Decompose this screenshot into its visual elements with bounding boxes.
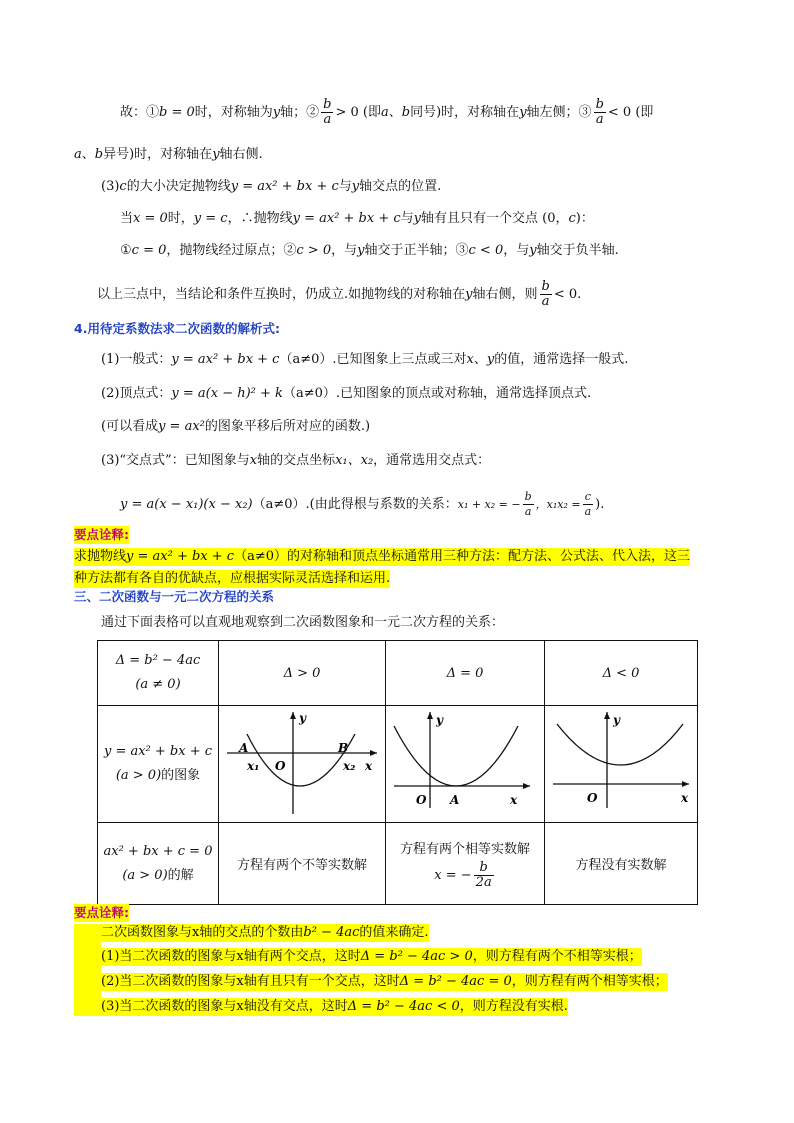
text: 同号)时，对称轴在 <box>410 105 520 120</box>
c-part-line-1: (3)c的大小决定抛物线y = ax² + bx + c与y轴交点的位置. <box>101 179 442 194</box>
svg-text:x: x <box>510 793 518 807</box>
svg-text:y: y <box>613 713 620 727</box>
section4-p3: (可以看成y = ax²的图象平移后所对应的函数.) <box>101 419 371 434</box>
c-part-line-2: 当x = 0时，y = c，∴抛物线y = ax² + bx + c与y轴有且只有一个交点 (0，c)： <box>120 211 594 226</box>
solution-two-distinct: 方程有两个不等实数解 <box>219 823 386 905</box>
section4-p1: (1)一般式：y = ax² + bx + c（a≠0）.已知图象上三点或三对x、y的值，通常选择一般式. <box>101 352 629 367</box>
conclusion-line-2: a、b异号)时，对称轴在y轴右侧. <box>74 147 263 162</box>
note2-head: 要点诠释: <box>74 905 129 920</box>
header-discriminant: Δ = b² − 4ac (a ≠ 0) <box>98 641 219 706</box>
conclusion-line-1: 故：①b = 0时，对称轴为y轴；② $\frac{b}{a}$ > 0 (即a、b同号)时，对称轴在y轴左侧；③ $\frac{b}{a}$ < 0 (即 <box>120 97 654 127</box>
text: > 0 (即 <box>335 105 381 120</box>
svg-text:x₁: x₁ <box>247 759 260 773</box>
note2-line-3: (3)当二次函数的图象与x轴没有交点，这时Δ = b² − 4ac < 0，则方程没有实根. <box>101 999 568 1014</box>
svg-text:y: y <box>436 713 443 727</box>
svg-text:O: O <box>275 759 286 773</box>
section4-title: 4.用待定系数法求二次函数的解析式: <box>74 321 280 336</box>
note2-line-1: (1)当二次函数的图象与x轴有两个交点，这时Δ = b² − 4ac > 0，则方程有两个不相等实根； <box>101 949 642 964</box>
header-delta-zero: Δ = 0 <box>386 641 545 706</box>
text: 轴左侧；③ <box>526 105 592 120</box>
text: 时，对称轴为 <box>194 105 273 120</box>
math: y <box>272 105 281 120</box>
svg-text:x: x <box>681 791 689 805</box>
row-equation-label: ax² + bx + c = 0 (a > 0)的解 <box>98 823 219 905</box>
relation-table <box>97 640 698 905</box>
note2-highlight-band <box>74 924 101 1016</box>
section4-p2: (2)顶点式：y = a(x − h)² + k（a≠0）.已知图象的顶点或对称轴，通常选择顶点式. <box>101 386 592 401</box>
c-part-line-3: ①c = 0，抛物线经过原点；②c > 0，与y轴交于正半轴；③c < 0，与y轴交于负半轴. <box>120 243 619 258</box>
row-graph-label: y = ax² + bx + c (a > 0)的图象 <box>98 706 219 823</box>
header-delta-positive: Δ > 0 <box>219 641 386 706</box>
note2-line-2: (2)当二次函数的图象与x轴有且只有一个交点，这时Δ = b² − 4ac = 0，则方程有两个相等实根； <box>101 974 668 989</box>
header-delta-negative: Δ < 0 <box>545 641 698 706</box>
graph-no-root <box>545 706 698 823</box>
fraction-b-over-a: $\frac{b}{a}$ <box>323 97 332 127</box>
svg-text:O: O <box>587 791 598 805</box>
note2-line-0: 二次函数图象与x轴的交点的个数由b² − 4ac的值来确定. <box>101 925 429 940</box>
fraction-b-over-a: $\frac{b}{a}$ <box>595 97 604 127</box>
note1-line-1: 求抛物线y = ax² + bx + c（a≠0）的对称轴和顶点坐标通常用三种方法：配方法、公式法、代入法，这三 <box>74 549 690 564</box>
text: 故：① <box>120 105 160 120</box>
svg-text:y: y <box>299 711 306 725</box>
svg-text:A: A <box>239 741 249 755</box>
svg-text:A: A <box>450 793 460 807</box>
note1-line-2: 种方法都有各自的优缺点，应根据实际灵活选择和运用. <box>74 571 391 586</box>
graph-two-roots <box>219 706 386 823</box>
svg-text:x₂: x₂ <box>343 759 356 773</box>
section3-title: 三、二次函数与一元二次方程的关系 <box>74 589 275 604</box>
fraction-b-over-a: $\frac{b}{a}$ <box>541 279 550 309</box>
solution-two-equal: 方程有两个相等实数解 x = − $\frac{b}{2a}$ <box>386 823 545 905</box>
graph-one-root <box>386 706 545 823</box>
math: b <box>401 105 411 120</box>
solution-none: 方程没有实数解 <box>545 823 698 905</box>
c-part-line-4: 以上三点中，当结论和条件互换时，仍成立.如抛物线的对称轴在y轴右侧，则 $\frac{b}{a}$ < 0. <box>97 279 582 309</box>
math: a <box>381 105 389 120</box>
math: b = 0 <box>159 105 195 120</box>
text: < 0 (即 <box>607 105 654 120</box>
svg-text:O: O <box>416 793 427 807</box>
section3-intro: 通过下面表格可以直观地观察到二次函数图象和一元二次方程的关系： <box>101 615 505 630</box>
math: y <box>519 105 527 120</box>
section4-p5: y = a(x − x₁)(x − x₂)（a≠0）.(由此得根与系数的关系：x₁ + x₂ = − $\frac{b}{a}$ ，x₁x₂ = $\frac{c}{a}$ ). <box>120 490 605 518</box>
text: 轴；② <box>280 105 320 120</box>
svg-text:B: B <box>338 741 349 755</box>
section4-p4: (3)“交点式”：已知图象与x轴的交点坐标x₁、x₂，通常选用交点式： <box>101 453 491 468</box>
svg-text:x: x <box>365 759 373 773</box>
note1-head: 要点诠释: <box>74 527 129 542</box>
